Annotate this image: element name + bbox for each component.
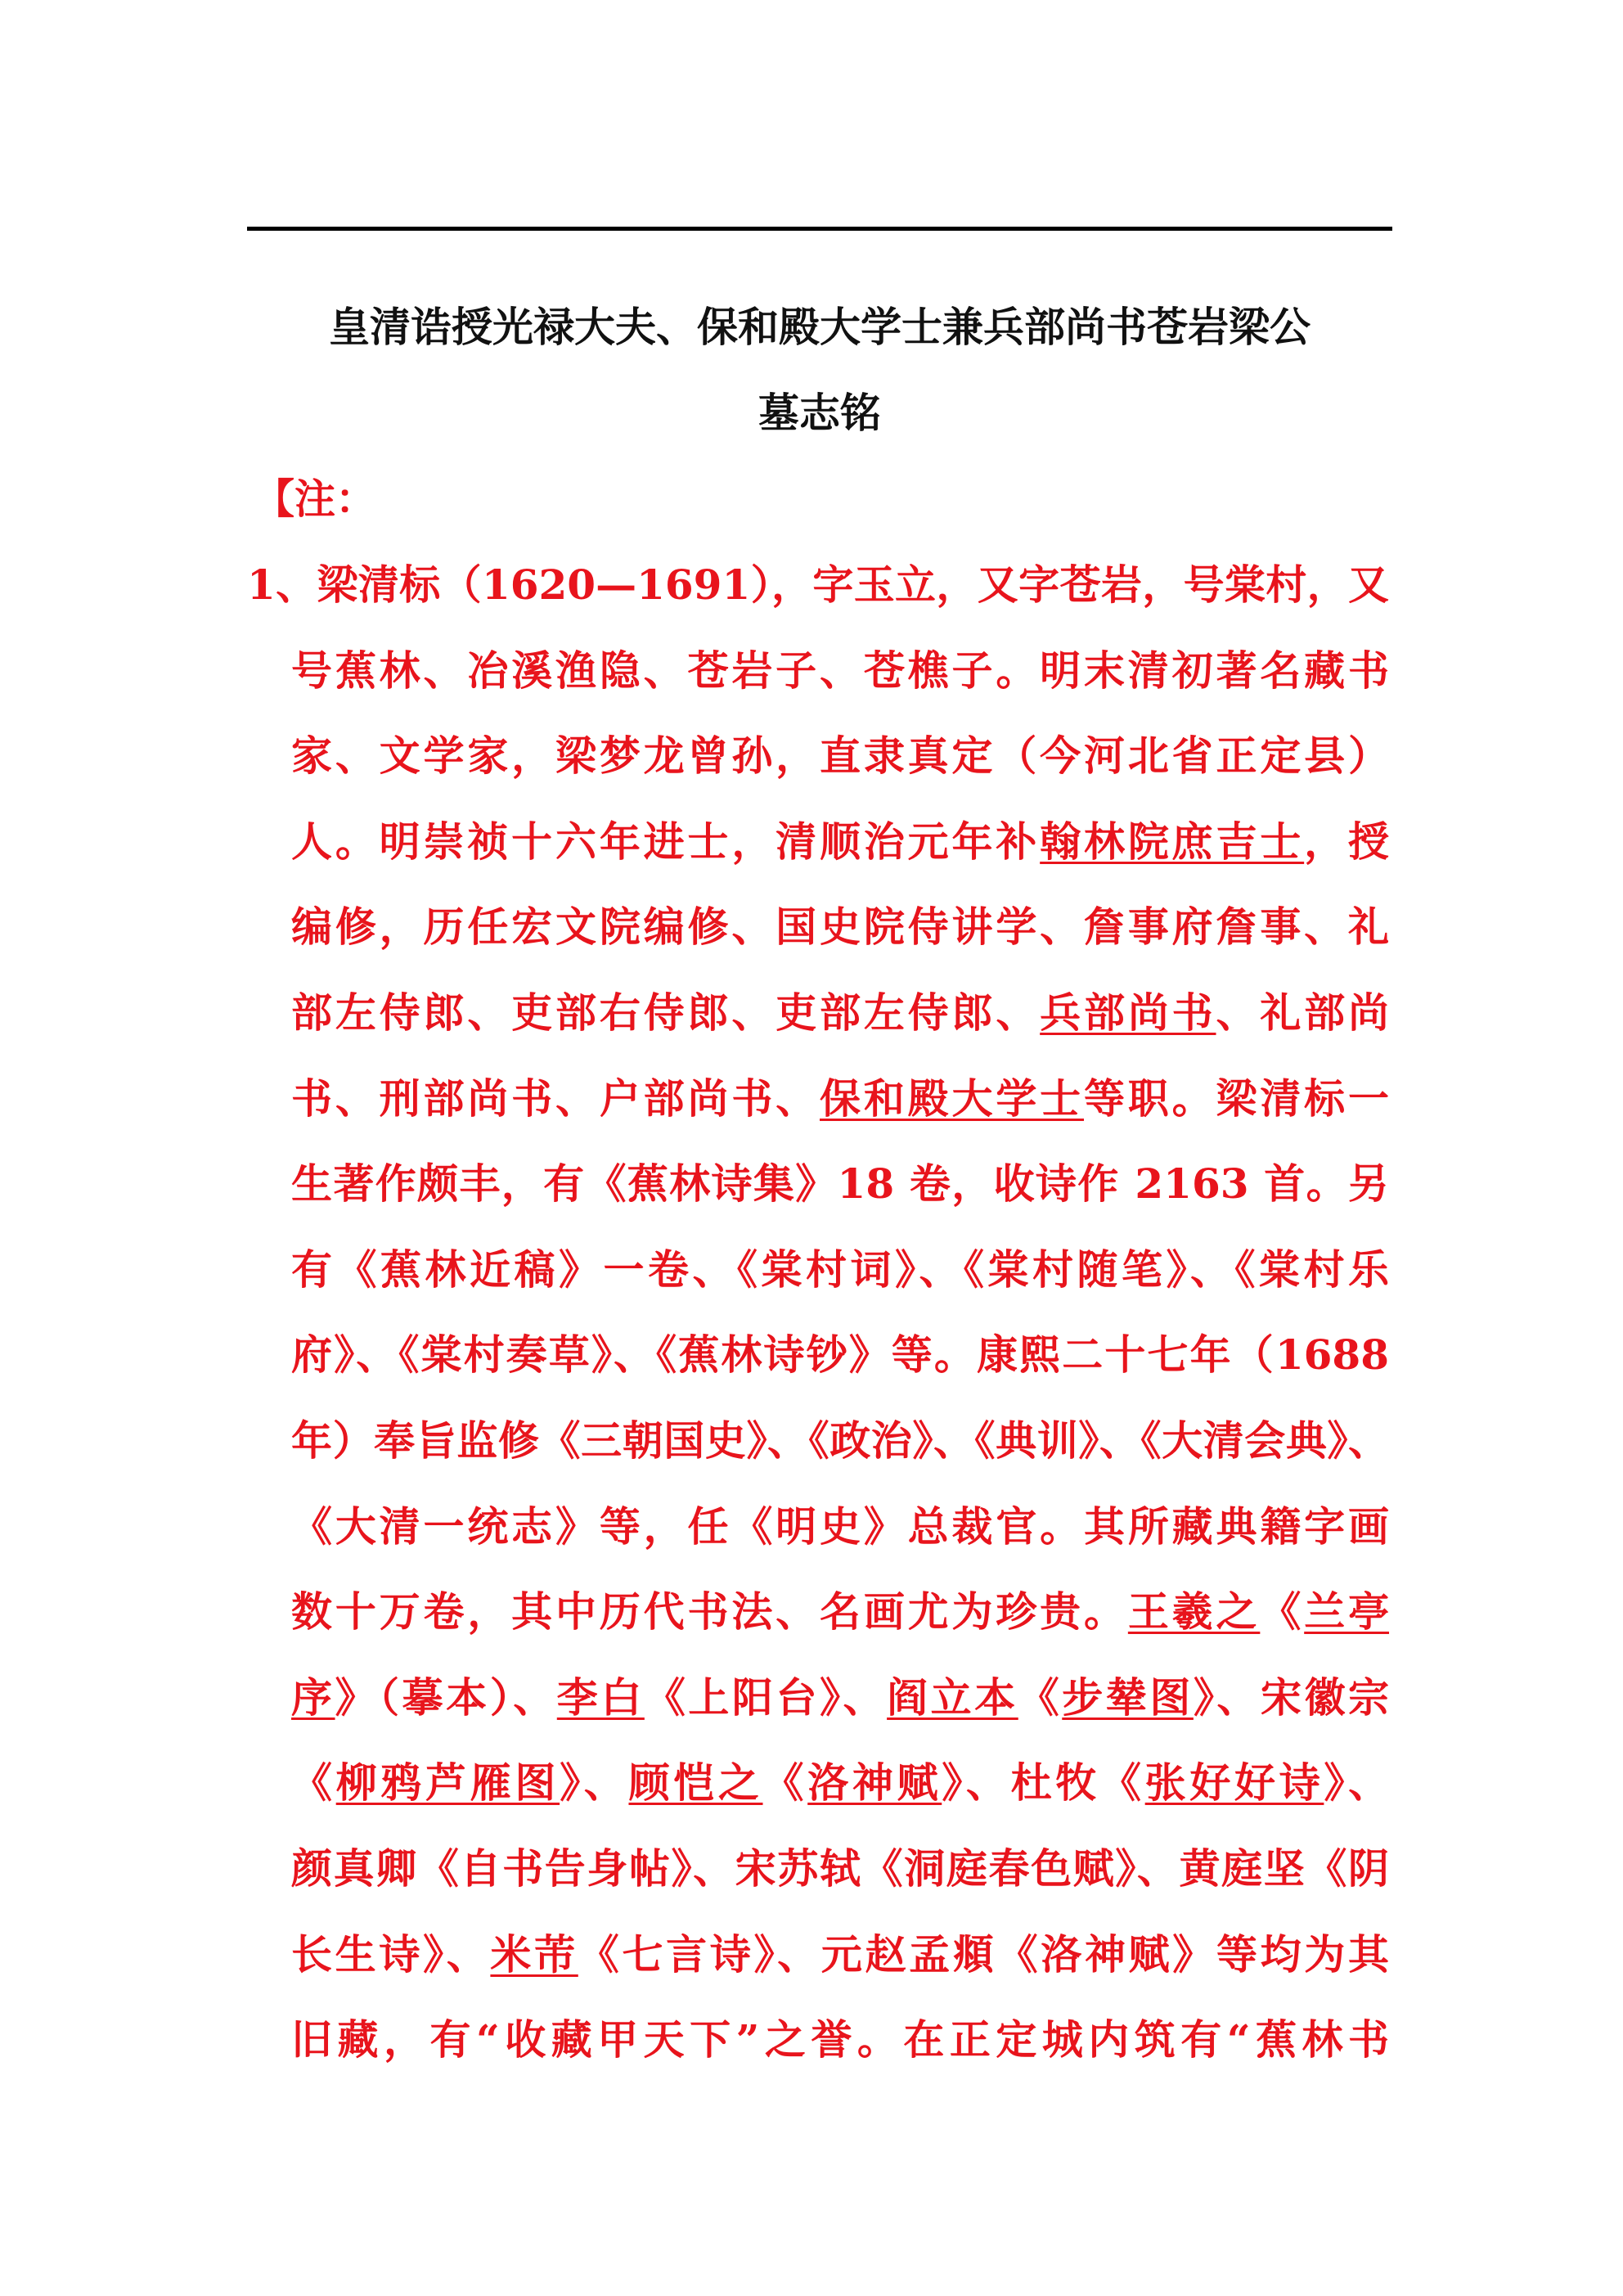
note-text: 、礼部尚 — [1216, 988, 1390, 1037]
underlined-term: 步辇图 — [1062, 1673, 1194, 1722]
note-text: ，授 — [1304, 817, 1390, 866]
note-text: 编修，历任宏文院编修、国史院侍讲学、詹事府詹事、礼 — [291, 903, 1389, 951]
note-line — [291, 1502, 1389, 1551]
note-text: 府》、《棠村奏草》、《蕉林诗钞》等。康熙二十七年（1688 — [291, 1330, 1389, 1379]
note-line — [291, 1673, 1389, 1722]
note-text: 数十万卷，其中历代书法、名画尤为珍贵。 — [291, 1587, 1128, 1636]
note-line — [291, 2015, 1389, 2064]
underlined-term: 王羲之 — [1127, 1587, 1261, 1636]
note-line — [291, 732, 1389, 781]
note-line — [291, 1758, 1389, 1808]
underlined-term: 保和殿大学士 — [820, 1074, 1084, 1123]
note-text: 《 — [762, 1758, 808, 1807]
note-text: 《上阳台》、 — [644, 1673, 888, 1722]
underlined-term: 张好好诗 — [1144, 1758, 1324, 1807]
note-text: 》、 — [560, 1758, 629, 1807]
underlined-term: 序 — [291, 1673, 335, 1722]
note-text: 部左侍郎、吏部右侍郎、吏部左侍郎、 — [291, 988, 1041, 1037]
note-line — [291, 646, 1389, 696]
header-rule — [247, 227, 1392, 231]
note-text: 有《蕉林近稿》一卷、《棠村词》、《棠村随笔》、《棠村乐 — [291, 1245, 1389, 1294]
note-text: 《 — [1018, 1673, 1063, 1722]
note-line — [247, 560, 1389, 610]
note-line — [291, 1844, 1389, 1893]
note-text: 书、刑部尚书、户部尚书、 — [291, 1074, 820, 1123]
note-line — [291, 1245, 1389, 1294]
note-line — [291, 1074, 1389, 1123]
underlined-term: 柳鸦芦雁图 — [335, 1758, 560, 1807]
note-text: 《大清一统志》等，任《明史》总裁官。其所藏典籍字画 — [291, 1502, 1389, 1551]
note-text: 生著作颇丰，有《蕉林诗集》18 卷，收诗作 2163 首。另 — [291, 1159, 1389, 1208]
note-line — [291, 988, 1389, 1038]
note-line — [291, 1330, 1389, 1380]
note-text: 》（摹本）、 — [335, 1673, 557, 1722]
underlined-term: 洛神赋 — [807, 1758, 942, 1807]
note-text: 《七言诗》、元赵孟頫《洛神赋》等均为其 — [578, 1930, 1390, 1979]
note-text: 旧藏，有“收藏甲天下”之誉。在正定城内筑有“蕉林书 — [291, 2015, 1389, 2064]
note-text: 《 — [291, 1758, 336, 1807]
note-text: 号蕉林、冶溪渔隐、苍岩子、苍樵子。明末清初著名藏书 — [291, 646, 1389, 695]
note-text: 》、 — [1324, 1758, 1390, 1807]
page-title-line-2: 墓志铭 — [758, 389, 881, 437]
underlined-term: 米芾 — [490, 1930, 578, 1979]
note-text: 《 — [1260, 1587, 1305, 1636]
note-text: 长生诗》、 — [291, 1930, 491, 1979]
underlined-term: 阎立本 — [887, 1673, 1018, 1722]
note-text: 家、文学家，梁梦龙曾孙，直隶真定（今河北省正定县） — [291, 732, 1389, 780]
underlined-term: 翰林院庶吉士 — [1040, 817, 1305, 866]
note-text: 年）奉旨监修《三朝国史》、《政治》、《典训》、《大清会典》、 — [291, 1416, 1389, 1465]
note-line — [291, 1416, 1389, 1465]
note-text: 》、杜牧《 — [942, 1758, 1145, 1807]
page-title-line-1: 皇清诰授光禄大夫、保和殿大学士兼兵部尚书苍岩梁公 — [329, 303, 1311, 351]
note-text: 人。明崇祯十六年进士，清顺治元年补 — [291, 817, 1041, 866]
note-line — [291, 1587, 1389, 1636]
note-line — [291, 903, 1389, 952]
note-text: 颜真卿《自书告身帖》、宋苏轼《洞庭春色赋》、黄庭坚《阴 — [291, 1844, 1389, 1893]
underlined-term: 兰亭 — [1304, 1587, 1390, 1636]
note-line — [291, 1930, 1389, 1979]
note-text: 》、宋徽宗 — [1193, 1673, 1390, 1722]
underlined-term: 顾恺之 — [628, 1758, 763, 1807]
note-line — [291, 1159, 1389, 1209]
underlined-term: 兵部尚书 — [1040, 988, 1216, 1037]
note-text: 1、梁清标（1620—1691），字玉立，又字苍岩，号棠村，又 — [247, 560, 1389, 609]
note-text: 等职。梁清标一 — [1084, 1074, 1389, 1123]
underlined-term: 李白 — [556, 1673, 645, 1722]
note-line — [291, 817, 1389, 867]
note-heading: 【注： — [254, 475, 376, 523]
